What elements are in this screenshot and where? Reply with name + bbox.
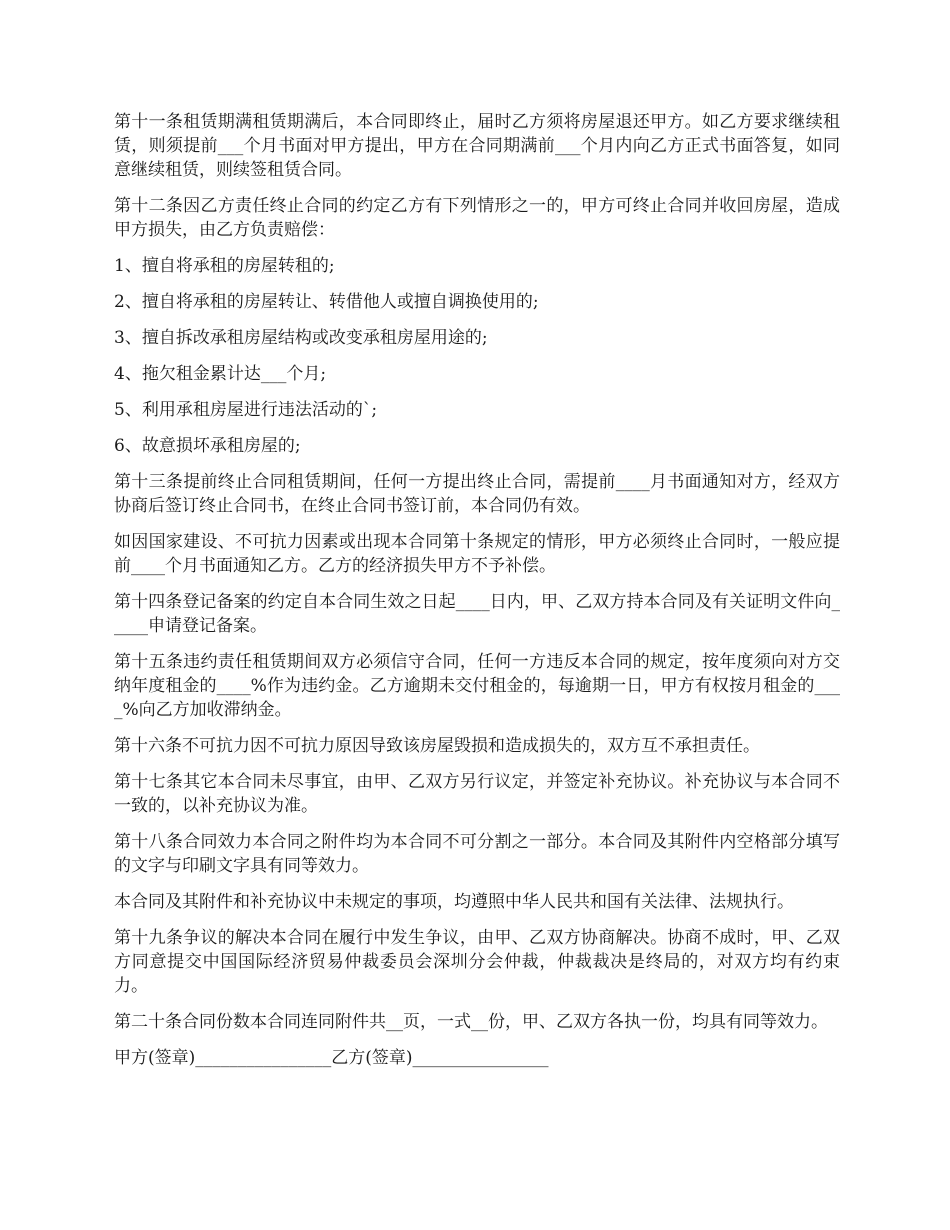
condition-item-4: 4、拖欠租金累计达___个月;	[114, 364, 327, 384]
clause-16-force-majeure: 第十六条不可抗力因不可抗力原因导致该房屋毁损和造成损失的，双方互不承担责任。	[114, 736, 760, 756]
condition-item-6: 6、故意损坏承租房屋的;	[114, 436, 301, 456]
clause-11-renewal: 第十一条租赁期满租赁期满后，本合同即终止，届时乙方须将房屋退还甲方。如乙方要求继续租赁，则须提前___个月书面对甲方提出，甲方在合同期满前___个月内向乙方正式书面答复，如同意继续租赁，则续签租赁合同。	[114, 112, 840, 180]
clause-12-termination-by-tenant-fault: 第十二条因乙方责任终止合同的约定乙方有下列情形之一的，甲方可终止合同并收回房屋，造成甲方损失，由乙方负责赔偿：	[114, 196, 840, 240]
document-body	[114, 110, 840, 1082]
condition-item-2: 2、擅自将承租的房屋转让、转借他人或擅自调换使用的;	[114, 292, 539, 312]
clause-13-state-construction: 如因国家建设、不可抗力因素或出现本合同第十条规定的情形，甲方必须终止合同时，一般应提前____个月书面通知乙方。乙方的经济损失甲方不予补偿。	[114, 532, 840, 576]
clause-17-other: 第十七条其它本合同未尽事宜，由甲、乙双方另行议定，并签定补充协议。补充协议与本合同不一致的，以补充协议为准。	[114, 772, 840, 816]
signature-line: 甲方(签章)________________乙方(签章)________________	[114, 1048, 549, 1068]
clause-18-validity: 第十八条合同效力本合同之附件均为本合同不可分割之一部分。本合同及其附件内空格部分填写的文字与印刷文字具有同等效力。	[114, 832, 840, 876]
condition-item-3: 3、擅自拆改承租房屋结构或改变承租房屋用途的;	[114, 328, 488, 348]
condition-item-5: 5、利用承租房屋进行违法活动的`;	[114, 400, 378, 420]
clause-18-unspecified-matters: 本合同及其附件和补充协议中未规定的事项，均遵照中华人民共和国有关法律、法规执行。	[114, 892, 794, 912]
clause-19-dispute-resolution: 第十九条争议的解决本合同在履行中发生争议，由甲、乙双方协商解决。协商不成时，甲、乙双方同意提交中国国际经济贸易仲裁委员会深圳分会仲裁，仲裁裁决是终局的，对双方均有约束力。	[114, 928, 840, 996]
clause-13-early-termination: 第十三条提前终止合同租赁期间，任何一方提出终止合同，需提前____月书面通知对方，经双方协商后签订终止合同书，在终止合同书签订前，本合同仍有效。	[114, 472, 840, 516]
clause-20-copies: 第二十条合同份数本合同连同附件共__页，一式__份，甲、乙双方各执一份，均具有同等效力。	[114, 1012, 828, 1032]
clause-14-registration: 第十四条登记备案的约定自本合同生效之日起____日内，甲、乙双方持本合同及有关证明文件向_____申请登记备案。	[114, 592, 840, 636]
clause-15-breach-liability: 第十五条违约责任租赁期间双方必须信守合同，任何一方违反本合同的规定，按年度须向对方交纳年度租金的____%作为违约金。乙方逾期未交付租金的，每逾期一日，甲方有权按月租金的____%向乙方加收滞纳金。	[114, 652, 840, 720]
condition-item-1: 1、擅自将承租的房屋转租的;	[114, 256, 335, 276]
